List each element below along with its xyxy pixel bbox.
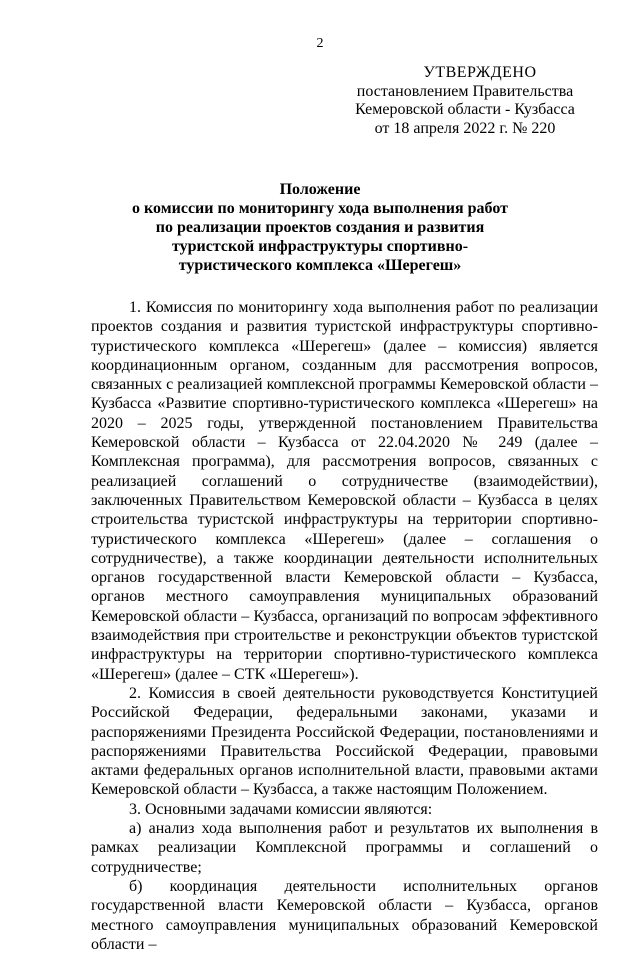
approval-line: Кемеровской области - Кузбасса <box>355 101 575 118</box>
paragraph-3a: а) анализ хода выполнения работ и результатов их выполнения в рамках реализации Комплексной программы и соглашений о сотрудничестве; <box>91 820 598 876</box>
document-title <box>90 180 550 275</box>
paragraph-3b: б) координация деятельности исполнительных органов государственной власти Кемеровской области – Кузбасса, органов местного самоуправления муниципальных образований Кемеровской области – <box>91 877 598 953</box>
paragraph-3: 3. Основными задачами комиссии являются: <box>129 800 433 818</box>
approval-line: постановлением Правительства <box>356 82 574 100</box>
title-line: по реализации проектов создания и развития <box>155 219 485 236</box>
page-number: 2 <box>316 36 324 51</box>
title-line: о комиссии по мониторингу хода выполнения работ <box>132 200 508 217</box>
paragraph-1: 1. Комиссия по мониторингу хода выполнения работ по реализации проектов создания и развития туристской инфраструктуры спортивно-туристического комплекса «Шерегеш» (далее – комиссия) является координационным органом, созданным для рассмотрения вопросов, связанных с реализацией комплексной программы Кемеровской области – Кузбасса «Развитие спортивно-туристического комплекса «Шерегеш» на 2020 – 2025 годы, утвержденной постановлением Правительства Кемеровской области – Кузбасса от 22.04.2020 № 249 (далее – Комплексная программа), для рассмотрения вопросов, связанных с реализацией соглашений о сотрудничестве (взаимодействии), заключенных Правительством Кемеровской области – Кузбасса в целях строительства туристской инфраструктуры на территории спортивно-туристического комплекса «Шерегеш» (далее – соглашения о сотрудничестве), а также координации деятельности исполнительных органов государственной власти Кемеровской области – Кузбасса, органов местного самоуправления муниципальных образований Кемеровской области – Кузбасса, организаций по вопросам эффективного взаимодействия при строительстве и реконструкции объектов туристской инфраструктуры на территории спортивно-туристического комплекса «Шерегеш» (далее – СТК «Шерегеш»). <box>91 299 598 683</box>
approval-heading: УТВЕРЖДЕНО <box>423 64 537 81</box>
approval-date: от 18 апреля 2022 г. № 220 <box>374 119 556 137</box>
title-line: туристического комплекса «Шерегеш» <box>178 257 462 274</box>
document-body <box>91 298 598 954</box>
paragraph-2: 2. Комиссия в своей деятельности руководствуется Конституцией Российской Федерации, федеральными законами, указами и распоряжениями Президента Российской Федерации, постановлениями и распоряжениями Правительства Российской Федерации, правовыми актами федеральных органов исполнительной власти, правовыми актами Кемеровской области – Кузбасса, а также настоящим Положением. <box>91 684 598 799</box>
title-line: туристской инфраструктуры спортивно- <box>171 238 469 255</box>
approval-stamp <box>340 64 590 138</box>
title-line: Положение <box>279 181 361 198</box>
